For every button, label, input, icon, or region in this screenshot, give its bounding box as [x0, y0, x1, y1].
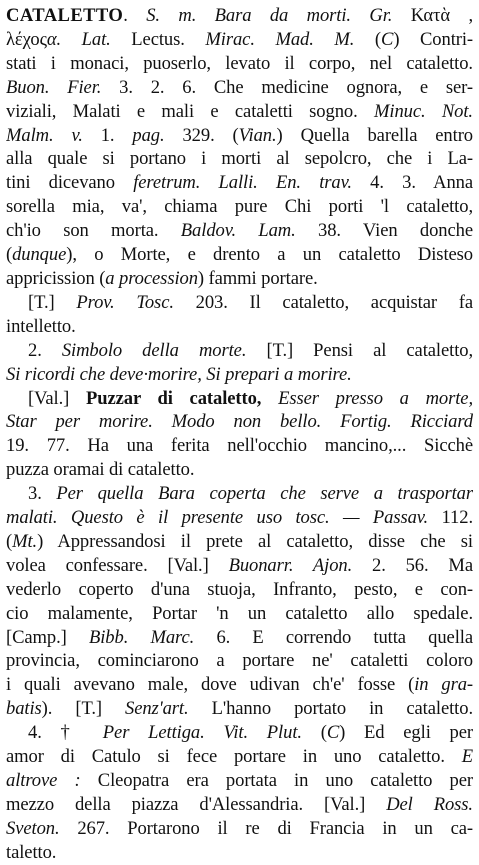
italic-text: E [461, 746, 473, 768]
text-run: Cleopatra era portata in uno cataletto per [97, 770, 473, 791]
text-run: 4. † [28, 722, 103, 744]
entry-line [6, 315, 473, 339]
entry-line [6, 721, 473, 745]
entry-line [6, 817, 473, 841]
bold-phrase: Puzzar di cataletto, [85, 387, 279, 409]
text-run: ( [374, 28, 382, 50]
text-run: ) Appressandosi il prete al cataletto, disse che si [37, 530, 473, 552]
text-run: ), o Morte, e drento a un cataletto Disteso [66, 244, 473, 266]
entry-line [6, 410, 473, 434]
text-run: [Val.] [28, 387, 86, 409]
text-run: [Camp.] [6, 626, 89, 648]
entry-line [6, 147, 473, 171]
text-run: ) Ed egli per [339, 722, 473, 744]
dictionary-entry-cataletto [6, 4, 473, 865]
text-run: Lectus. [131, 28, 206, 50]
text-run: 3. [28, 483, 57, 505]
text-run: cio malamente, Portar 'n un cataletto allo spedale. [6, 602, 473, 624]
entry-line [6, 100, 473, 124]
entry-line [6, 363, 473, 387]
entry-line [6, 578, 473, 602]
entry-line [6, 602, 473, 626]
entry-line [6, 458, 473, 482]
italic-text: Per Lettiga. Vit. Plut. [102, 722, 321, 744]
italic-text: Esser presso a morte, [278, 387, 473, 409]
text-run: provincia, cominciarono a portare ne' cataletti coloro [6, 650, 473, 672]
text-run: volea confessare. [Val.] [6, 554, 229, 576]
entry-line [6, 124, 473, 148]
italic-text: Vian. [238, 124, 277, 146]
entry-line [6, 482, 473, 506]
italic-text: α. Lat. [46, 28, 132, 50]
text-run: Κατὰ , [410, 5, 473, 26]
text-run: 38. Vien donche [318, 220, 473, 242]
text-run: 329. ( [182, 124, 239, 146]
italic-text: Senz'art. [125, 698, 212, 720]
entry-line [6, 195, 473, 219]
text-run: taletto. [6, 841, 57, 863]
entry-line [6, 697, 473, 721]
italic-text: a procession [105, 267, 198, 289]
entry-line [6, 745, 473, 769]
entry-line [6, 28, 473, 52]
italic-text: Mirac. Mad. M. [205, 28, 375, 50]
text-run: ) fammi portare. [197, 267, 318, 289]
text-run: mezzo della piazza d'Alessandria. [Val.] [6, 793, 387, 815]
italic-text: Baldov. Lam. [180, 220, 318, 242]
text-run: L'hanno portato in cataletto. [211, 698, 473, 720]
italic-text: Buonarr. Ajon. [228, 554, 373, 576]
text-run: 19. 77. Ha una ferita nell'occhio mancino,... Sicchè [6, 435, 473, 457]
text-run: sorella mia, va', chiama pure Chi porti 'l cataletto, [6, 196, 473, 218]
entry-line [6, 649, 473, 673]
entry-line [6, 76, 473, 100]
italic-text: Mt. [12, 530, 38, 552]
entry-line [6, 841, 473, 865]
text-run: [T.] Pensi al cataletto, [266, 339, 473, 361]
text-run: vederlo coperto d'una stuoja, Infranto, pesto, e con- [6, 578, 473, 600]
text-run: 203. Il cataletto, acquistar fa [195, 291, 473, 313]
text-run: ( [6, 530, 13, 552]
text-run: amor di Catulo si fece portare in uno cataletto. [6, 746, 462, 768]
entry-line [6, 793, 473, 817]
entry-line [6, 769, 473, 793]
italic-text: malati. Questo è il presente uso tosc. — Passav. [6, 507, 442, 529]
text-run: viziali, Malati e mali e cataletti sogno. [6, 100, 374, 122]
italic-text: C [381, 28, 394, 50]
text-run: ). [T.] [41, 698, 126, 720]
entry-line [6, 387, 473, 411]
text-run: 2. 56. Ma [372, 554, 473, 576]
entry-line [6, 339, 473, 363]
text-run: 267. Portarono il re di Francia in un ca- [77, 817, 473, 839]
text-run: ( [320, 722, 327, 744]
text-run: tini dicevano [6, 172, 134, 194]
entry-line [6, 243, 473, 267]
italic-text: Sveton. [6, 817, 78, 839]
italic-text: Si ricordi che deve·morire, Si prepari a morire. [6, 363, 352, 385]
text-run: ) Contri- [393, 28, 473, 50]
text-run: ) Quella barella entro [276, 124, 473, 146]
text-run: 6. E correndo tutta quella [216, 626, 473, 648]
italic-text: Del Ross. [386, 793, 473, 815]
text-run: [T.] [28, 291, 77, 313]
text-run: 2. [28, 339, 62, 361]
entry-line [6, 267, 473, 291]
text-run: i quali avevano male, dove udivan ch'e' fosse ( [6, 674, 415, 696]
text-run: stati i monaci, puoserlo, levato il corpo, nel cataletto. [6, 52, 473, 74]
italic-text: Star per morire. Modo non bello. Fortig. Ricciard [6, 411, 473, 433]
italic-text: Per quella Bara coperta che serve a trasportar [56, 483, 473, 505]
entry-line [6, 219, 473, 243]
italic-text: batis [6, 698, 42, 720]
italic-text: Minuc. Not. [373, 100, 473, 122]
text-run: 1. [100, 124, 133, 146]
text-run: puzza oramai di cataletto. [6, 459, 195, 481]
text-run: 3. 2. 6. Che medicine ognora, e ser- [119, 76, 473, 98]
italic-text: Simbolo della morte. [61, 339, 267, 361]
text-run: 4. 3. Anna [370, 172, 473, 194]
entry-line [6, 291, 473, 315]
italic-text: Bibb. Marc. [88, 626, 217, 648]
italic-text: in gra- [414, 674, 473, 696]
entry-line [6, 554, 473, 578]
text-run: appricission ( [6, 267, 106, 289]
text-run: alla quale si portano i morti al sepolcro, che i La- [6, 148, 473, 170]
italic-text: Malm. v. [6, 124, 101, 146]
entry-line [6, 52, 473, 76]
italic-text: feretrum. Lalli. En. trav. [133, 172, 371, 194]
text-run: . [123, 5, 147, 26]
entry-line [6, 4, 473, 28]
text-run: λέχος [6, 28, 47, 50]
entry-line [6, 434, 473, 458]
italic-text: C [326, 722, 340, 744]
italic-text: dunque [12, 244, 67, 266]
italic-text: Prov. Tosc. [76, 291, 196, 313]
italic-text: S. m. Bara da morti. Gr. [146, 5, 411, 26]
text-run: 112. [441, 507, 473, 529]
entry-line [6, 626, 473, 650]
text-run: ( [6, 244, 13, 266]
italic-text: pag. [132, 124, 183, 146]
italic-text: altrove : [6, 770, 98, 791]
headword: CATALETTO [6, 5, 124, 26]
italic-text: Buon. Fier. [6, 76, 120, 98]
text-run: intelletto. [6, 315, 76, 337]
entry-line [6, 506, 473, 530]
text-run: ch'io son morta. [6, 220, 181, 242]
entry-line [6, 171, 473, 195]
entry-line [6, 673, 473, 697]
entry-line [6, 530, 473, 554]
